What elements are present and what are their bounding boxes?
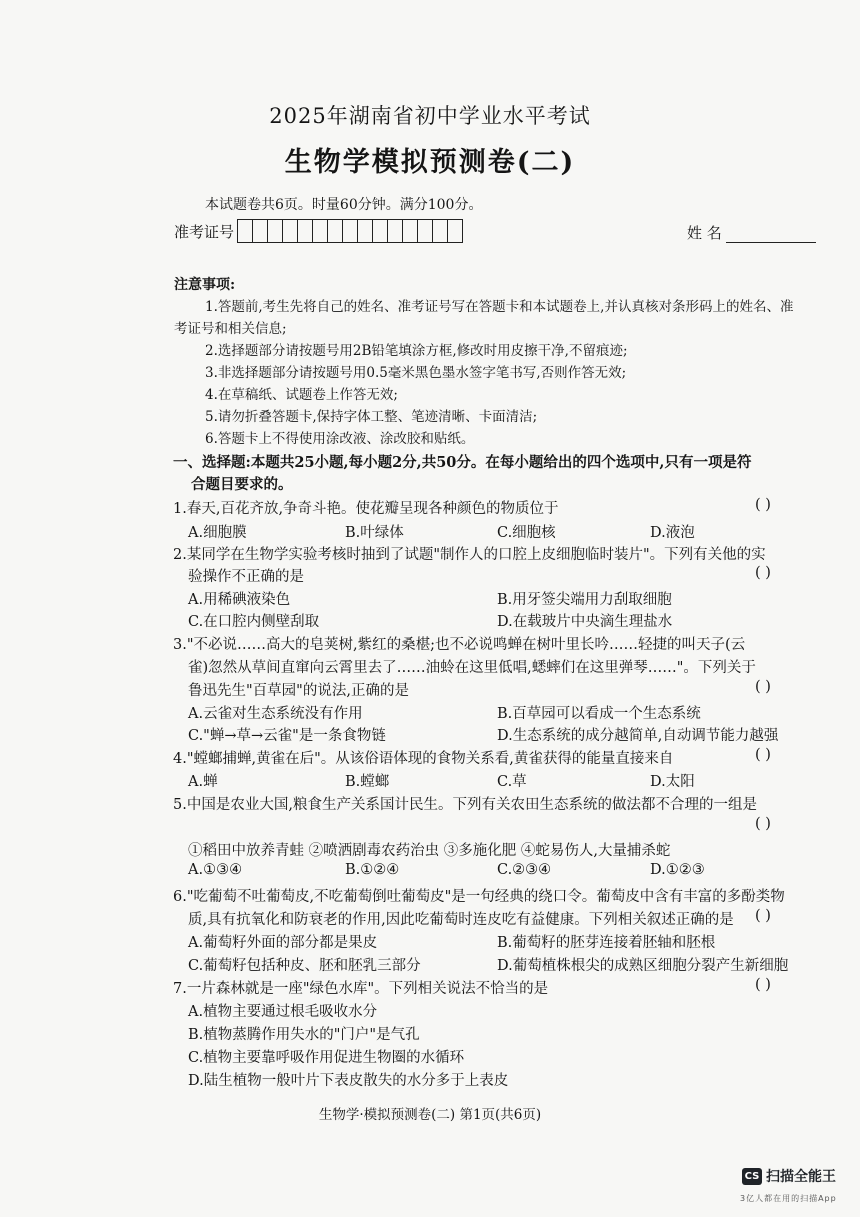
scanner-logo-icon: CS	[742, 1168, 762, 1185]
section-heading	[173, 452, 813, 496]
answer-paren: ( )	[755, 565, 771, 581]
option: A.云雀对生态系统没有作用	[188, 706, 363, 722]
question-3-cont: 雀)忽然从草间直窜向云霄里去了……油蛉在这里低唱,蟋蟀们在这里弹琴……"。下列关于	[188, 660, 756, 676]
question-3-cont: 鲁迅先生"百草园"的说法,正确的是	[188, 683, 409, 699]
question-5-choices: ①稻田中放养青蛙 ②喷洒剧毒农药治虫 ③多施化肥 ④蛇易伤人,大量捕杀蛇	[188, 843, 671, 859]
section-heading-line: 合题目要求的。	[191, 476, 293, 493]
name-field	[687, 222, 816, 243]
answer-paren: ( )	[755, 908, 771, 924]
question-5: 5.中国是农业大国,粮食生产关系国计民生。下列有关农田生态系统的做法都不合理的一组是	[173, 797, 757, 813]
option: B.螳螂	[345, 774, 390, 790]
option: B.叶绿体	[345, 525, 404, 541]
option: D.太阳	[650, 774, 695, 790]
note-item: 3.非选择题部分请按题号用0.5毫米黑色墨水签字笔书写,否则作答无效;	[205, 365, 627, 381]
paper-subtitle: 生物学模拟预测卷(二)	[284, 147, 576, 178]
option: D.液泡	[650, 525, 695, 541]
note-item: 4.在草稿纸、试题卷上作答无效;	[205, 387, 398, 403]
option: C.葡萄籽包括种皮、胚和胚乳三部分	[188, 958, 421, 974]
answer-paren: ( )	[755, 977, 771, 993]
scanner-watermark	[742, 1166, 836, 1186]
section-heading-line: 一、选择题:本题共25小题,每小题2分,共50分。在每小题给出的四个选项中,只有一项是符	[173, 454, 752, 471]
option: B.植物蒸腾作用失水的"门户"是气孔	[188, 1027, 420, 1043]
option: D.葡萄植株根尖的成熟区细胞分裂产生新细胞	[497, 958, 789, 974]
question-6: 6."吃葡萄不吐葡萄皮,不吃葡萄倒吐葡萄皮"是一句经典的绕口令。葡萄皮中含有丰富的多酚类物	[173, 889, 785, 905]
answer-paren: ( )	[755, 497, 771, 513]
option: A.葡萄籽外面的部分都是果皮	[188, 935, 378, 951]
name-label: 姓 名	[687, 224, 722, 242]
answer-paren: ( )	[755, 816, 771, 832]
note-item: 考证号和相关信息;	[174, 321, 287, 337]
option: A.蝉	[188, 774, 218, 790]
option: A.细胞膜	[188, 525, 247, 541]
option: A.植物主要通过根毛吸收水分	[188, 1004, 378, 1020]
scanner-tagline: 3亿人都在用的扫描App	[740, 1194, 837, 1203]
option: B.①②④	[345, 862, 400, 878]
exam-number-label: 准考证号	[174, 222, 235, 241]
scanner-name: 扫描全能王	[766, 1169, 836, 1185]
answer-paren: ( )	[755, 679, 771, 695]
name-blank	[726, 228, 816, 243]
option: A.①③④	[188, 862, 243, 878]
notes-title: 注意事项:	[174, 277, 236, 293]
question-4: 4."螳螂捕蝉,黄雀在后"。从该俗语体现的食物关系看,黄雀获得的能量直接来自	[173, 751, 674, 767]
option: D.陆生植物一般叶片下表皮散失的水分多于上表皮	[188, 1073, 509, 1089]
option: C.植物主要靠呼吸作用促进生物圈的水循环	[188, 1050, 465, 1066]
note-item: 1.答题前,考生先将自己的姓名、准考证号写在答题卡和本试题卷上,并认真核对条形码上的姓名、准	[205, 299, 794, 315]
option: D.生态系统的成分越简单,自动调节能力越强	[497, 728, 779, 744]
option: C.②③④	[497, 862, 552, 878]
option: C."蝉→草→云雀"是一条食物链	[188, 728, 386, 744]
answer-paren: ( )	[755, 747, 771, 763]
note-item: 5.请勿折叠答题卡,保持字体工整、笔迹清晰、卡面清洁;	[205, 409, 538, 425]
option: B.百草园可以看成一个生态系统	[497, 706, 701, 722]
option: C.草	[497, 774, 527, 790]
page-footer: 生物学·模拟预测卷(二) 第1页(共6页)	[318, 1107, 542, 1123]
question-1: 1.春天,百花齐放,争奇斗艳。使花瓣呈现各种颜色的物质位于	[173, 501, 559, 517]
option: D.在载玻片中央滴生理盐水	[497, 614, 673, 630]
exam-number-field	[174, 219, 463, 243]
question-2-cont: 验操作不正确的是	[188, 569, 304, 585]
exam-title: 2025年湖南省初中学业水平考试	[269, 104, 591, 128]
note-item: 2.选择题部分请按题号用2B铅笔填涂方框,修改时用皮擦干净,不留痕迹;	[205, 343, 628, 359]
note-item: 6.答题卡上不得使用涂改液、涂改胶和贴纸。	[205, 431, 475, 447]
option: B.用牙签尖端用力刮取细胞	[497, 592, 672, 608]
option: A.用稀碘液染色	[188, 592, 291, 608]
option: C.细胞核	[497, 525, 556, 541]
option: D.①②③	[650, 862, 705, 878]
exam-info: 本试题卷共6页。时量60分钟。满分100分。	[205, 197, 483, 213]
option: C.在口腔内侧壁刮取	[188, 614, 320, 630]
question-2: 2.某同学在生物学实验考核时抽到了试题"制作人的口腔上皮细胞临时装片"。下列有关他的实	[173, 547, 766, 563]
exam-number-grid	[238, 219, 463, 243]
question-6-cont: 质,具有抗氧化和防衰老的作用,因此吃葡萄时连皮吃有益健康。下列相关叙述正确的是	[188, 912, 734, 928]
option: B.葡萄籽的胚芽连接着胚轴和胚根	[497, 935, 716, 951]
question-7: 7.一片森林就是一座"绿色水库"。下列相关说法不恰当的是	[173, 981, 549, 997]
question-3: 3."不必说……高大的皂荚树,紫红的桑椹;也不必说鸣蝉在树叶里长吟……轻捷的叫天子(云	[173, 637, 746, 653]
